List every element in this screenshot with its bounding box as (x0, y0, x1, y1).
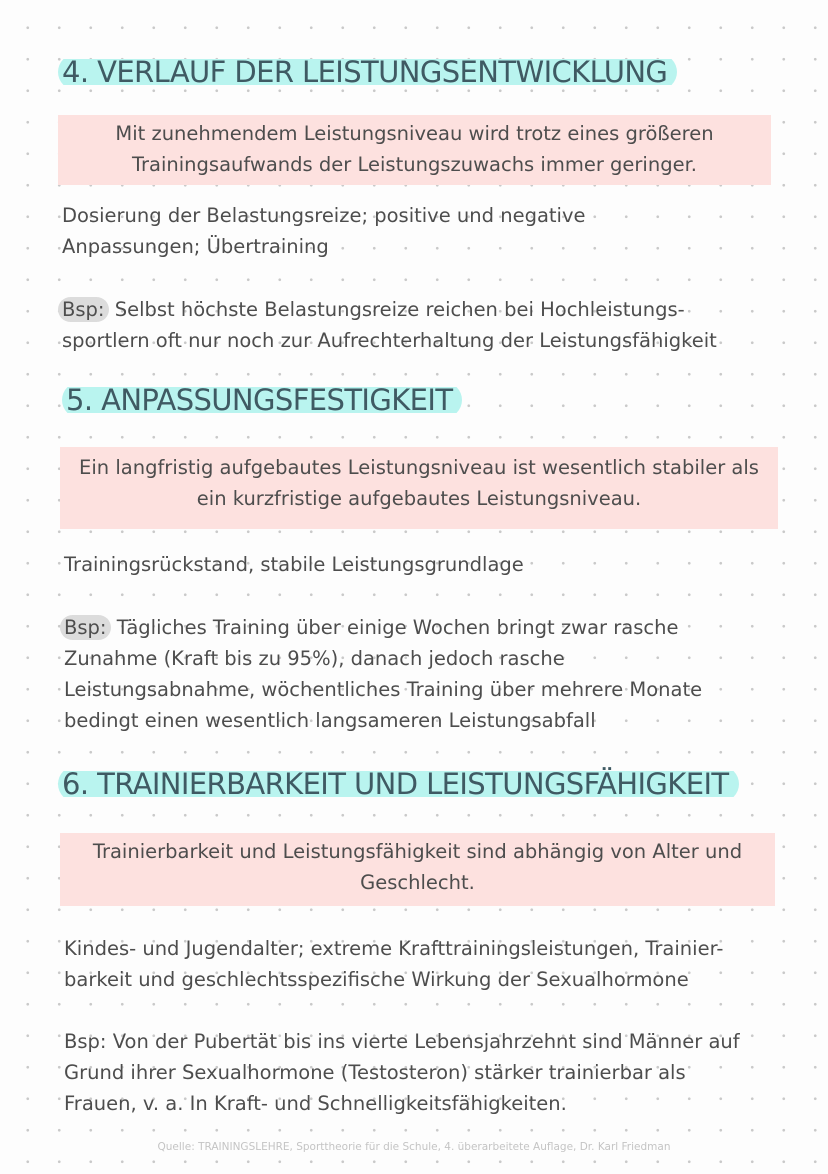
keywords-line: Anpassungen; Übertraining (62, 235, 329, 258)
definition-line: Trainingsaufwands der Leistungszuwachs immer geringer. (131, 153, 698, 176)
example-line: Grund ihrer Sexualhormone (Testosteron) stärker trainierbar als (64, 1061, 686, 1084)
example-line (62, 294, 717, 325)
example-text: Tägliches Training über einige Wochen bringt zwar rasche (110, 616, 679, 639)
definition-line: ein kurzfristige aufgebautes Leistungsniveau. (196, 487, 642, 510)
definition-line: Ein langfristig aufgebautes Leistungsniveau ist wesentlich stabiler als (79, 456, 759, 479)
section-4-keywords (62, 200, 586, 262)
example-line: bedingt einen wesentlich langsameren Leistungsabfall (64, 709, 596, 732)
section-5-heading: 5. ANPASSUNGSFESTIGKEIT (62, 382, 462, 418)
section-5-definition-box (60, 447, 778, 529)
section-6-keywords (64, 933, 723, 995)
example-line (64, 612, 702, 643)
example-line: Frauen, v. a. In Kraft- und Schnelligkeitsfähigkeiten. (64, 1092, 567, 1115)
section-6-heading: 6. TRAINIERBARKEIT UND LEISTUNGSFÄHIGKEIT (58, 766, 739, 802)
source-citation: Quelle: TRAININGSLEHRE, Sporttheorie für die Schule, 4. überarbeitete Auflage, Dr. Karl Friedman (157, 1141, 671, 1153)
section-4-example (62, 294, 717, 356)
section-4-definition-box (58, 115, 771, 185)
section-4-heading: 4. VERLAUF DER LEISTUNGSENTWICKLUNG (58, 54, 677, 90)
keywords-line: Dosierung der Belastungsreize; positive und negative (62, 204, 586, 227)
keywords-line: barkeit und geschlechtsspezifische Wirkung der Sexualhormone (64, 968, 689, 991)
definition-line: Mit zunehmendem Leistungsniveau wird trotz eines größeren (115, 122, 714, 145)
section-5-keywords (64, 549, 524, 580)
example-line (64, 1026, 740, 1057)
section-5-example (64, 612, 702, 736)
example-text: Selbst höchste Belastungsreize reichen bei Hochleistungs- (108, 298, 685, 321)
definition-line: Geschlecht. (360, 871, 475, 894)
example-text: Von der Pubertät bis ins vierte Lebensjahrzehnt sind Männer auf (106, 1030, 740, 1053)
definition-line: Trainierbarkeit und Leistungsfähigkeit sind abhängig von Alter und (92, 840, 743, 863)
example-line: Leistungsabnahme, wöchentliches Training über mehrere Monate (64, 678, 703, 701)
section-6-definition-box (60, 833, 775, 906)
example-line: Zunahme (Kraft bis zu 95%), danach jedoch rasche (64, 647, 565, 670)
example-label-pill: Bsp: (58, 297, 109, 322)
example-label: Bsp: (64, 1030, 107, 1053)
keywords-line: Trainingsrückstand, stabile Leistungsgrundlage (64, 553, 524, 576)
keywords-line: Kindes- und Jugendalter; extreme Krafttrainingsleistungen, Trainier- (64, 937, 724, 960)
example-label-pill: Bsp: (60, 615, 111, 640)
section-6-example (64, 1026, 740, 1119)
example-line: sportlern oft nur noch zur Aufrechterhaltung der Leistungsfähigkeit (62, 329, 717, 352)
